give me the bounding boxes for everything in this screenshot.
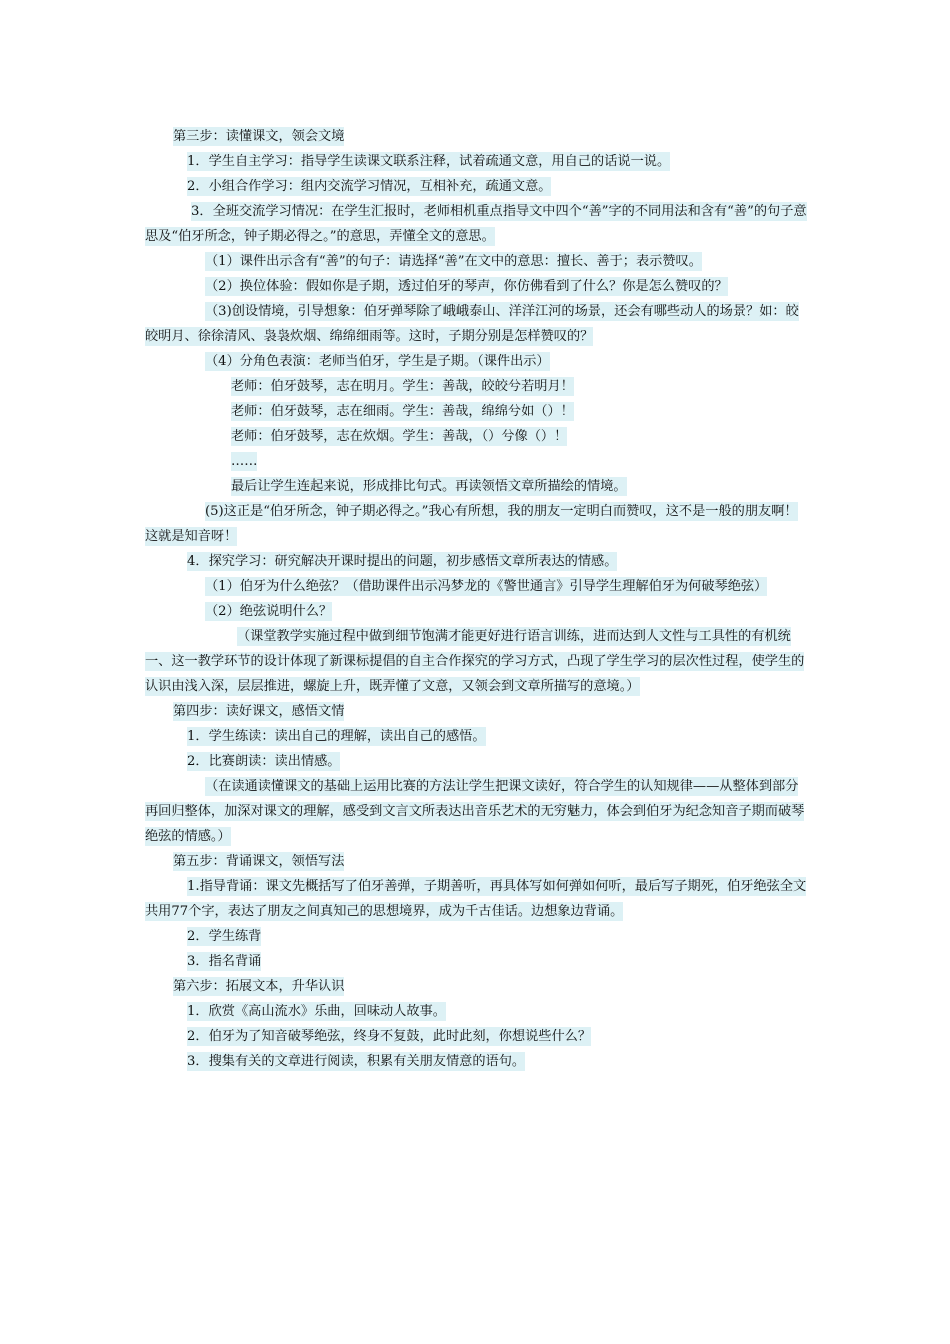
line-text: （2）换位体验：假如你是子期，透过伯牙的琴声，你仿佛看到了什么？你是怎么赞叹的？ <box>205 279 728 294</box>
dialogue-line <box>145 399 810 424</box>
paragraph <box>145 249 810 274</box>
paragraph <box>145 999 810 1024</box>
line-text: 第五步：背诵课文，领悟写法 <box>173 854 345 869</box>
line-text: 1．学生练读：读出自己的理解，读出自己的感悟。 <box>187 729 486 744</box>
line-text: 第四步：读好课文，感悟文情 <box>173 704 345 719</box>
paragraph <box>145 474 810 499</box>
line-text: 2．伯牙为了知音破琴绝弦，终身不复鼓，此时此刻，你想说些什么？ <box>187 1029 592 1044</box>
paragraph <box>145 724 810 749</box>
paragraph <box>145 174 810 199</box>
paragraph <box>145 1049 810 1074</box>
line-text: 第六步：拓展文本，升华认识 <box>173 979 345 994</box>
paragraph <box>145 574 810 599</box>
line-text: 2．比赛朗读：读出情感。 <box>187 754 341 769</box>
line-text: 2．小组合作学习：组内交流学习情况，互相补充，疏通文意。 <box>187 179 552 194</box>
line-text: 最后让学生连起来说，形成排比句式。再读领悟文章所描绘的情境。 <box>231 479 627 494</box>
line-text: （1）伯牙为什么绝弦？（借助课件出示冯梦龙的《警世通言》引导学生理解伯牙为何破琴绝弦） <box>205 579 768 594</box>
commentary-paragraph <box>145 624 810 699</box>
step-four-heading <box>145 699 810 724</box>
line-text: （2）绝弦说明什么？ <box>205 604 333 619</box>
line-text: （课堂教学实施过程中做到细节饱满才能更好进行语言训练，进而达到人文性与工具性的有机统一、这一教学环节的设计体现了新课标提倡的自主合作探究的学习方式，凸现了学生学习的层次性过程，使学生的认识由浅入深，层层推进，螺旋上升，既弄懂了文意，又领会到文章所描写的意境。） <box>145 629 805 694</box>
paragraph <box>145 874 810 924</box>
line-text: 3．指名背诵 <box>187 954 262 969</box>
paragraph <box>145 599 810 624</box>
line-text: 1．欣赏《高山流水》乐曲，回味动人故事。 <box>187 1004 446 1019</box>
paragraph <box>145 299 810 349</box>
step-six-heading <box>145 974 810 999</box>
paragraph <box>145 949 810 974</box>
dialogue-line <box>145 374 810 399</box>
paragraph <box>145 749 810 774</box>
paragraph <box>145 1024 810 1049</box>
line-text: （3)创设情境，引导想象：伯牙弹琴除了峨峨泰山、洋洋江河的场景，还会有哪些动人的场景？如：皎皎明月、徐徐清风、袅袅炊烟、绵绵细雨等。这时，子期分别是怎样赞叹的？ <box>145 304 799 344</box>
paragraph <box>145 349 810 374</box>
line-text: …… <box>231 454 258 469</box>
step-five-heading <box>145 849 810 874</box>
line-text: 3．搜集有关的文章进行阅读，积累有关朋友情意的语句。 <box>187 1054 526 1069</box>
paragraph <box>145 924 810 949</box>
paragraph <box>145 149 810 174</box>
line-text: （1）课件出示含有“善”的句子：请选择“善”在文中的意思：擅长、善于；表示赞叹。 <box>205 254 702 269</box>
line-text: 第三步：读懂课文，领会文境 <box>173 129 345 144</box>
line-text: 1.指导背诵：课文先概括写了伯牙善弹，子期善听，再具体写如何弹如何听，最后写子期死，伯牙绝弦全文共用77个字，表达了朋友之间真知己的思想境界，成为千古佳话。边想象边背诵。 <box>145 879 807 919</box>
ellipsis-line <box>145 449 810 474</box>
line-text: 3．全班交流学习情况：在学生汇报时，老师相机重点指导文中四个“善”字的不同用法和含有“善”的句子意思及“伯牙所念，钟子期必得之。”的意思，弄懂全文的意思。 <box>145 204 807 244</box>
paragraph <box>145 274 810 299</box>
line-text: 老师：伯牙鼓琴，志在细雨。学生：善哉，绵绵兮如（）！ <box>231 404 574 419</box>
line-text: 2．学生练背 <box>187 929 262 944</box>
lesson-plan-body <box>145 124 810 1074</box>
line-text: （4）分角色表演：老师当伯牙，学生是子期。（课件出示） <box>205 354 550 369</box>
dialogue-line <box>145 424 810 449</box>
paragraph <box>145 499 810 549</box>
line-text: （在读通读懂课文的基础上运用比赛的方法让学生把课文读好，符合学生的认知规律——从整体到部分再回归整体，加深对课文的理解，感受到文言文所表达出音乐艺术的无穷魅力，体会到伯牙为纪念知音子期而破琴绝弦的情感。） <box>145 779 805 844</box>
line-text: 1．学生自主学习：指导学生读课文联系注释，试着疏通文意，用自己的话说一说。 <box>187 154 671 169</box>
line-text: 4．探究学习：研究解决开课时提出的问题，初步感悟文章所表达的情感。 <box>187 554 618 569</box>
paragraph <box>145 199 810 249</box>
commentary-paragraph <box>145 774 810 849</box>
line-text: (5)这正是“伯牙所念，钟子期必得之。”我心有所想，我的朋友一定明白而赞叹，这不是一般的朋友啊！这就是知音呀！ <box>145 504 798 544</box>
line-text: 老师：伯牙鼓琴，志在炊烟。学生：善哉，（）兮像（）！ <box>231 429 568 444</box>
step-three-heading <box>145 124 810 149</box>
line-text: 老师：伯牙鼓琴，志在明月。学生：善哉，皎皎兮若明月！ <box>231 379 574 394</box>
paragraph <box>145 549 810 574</box>
